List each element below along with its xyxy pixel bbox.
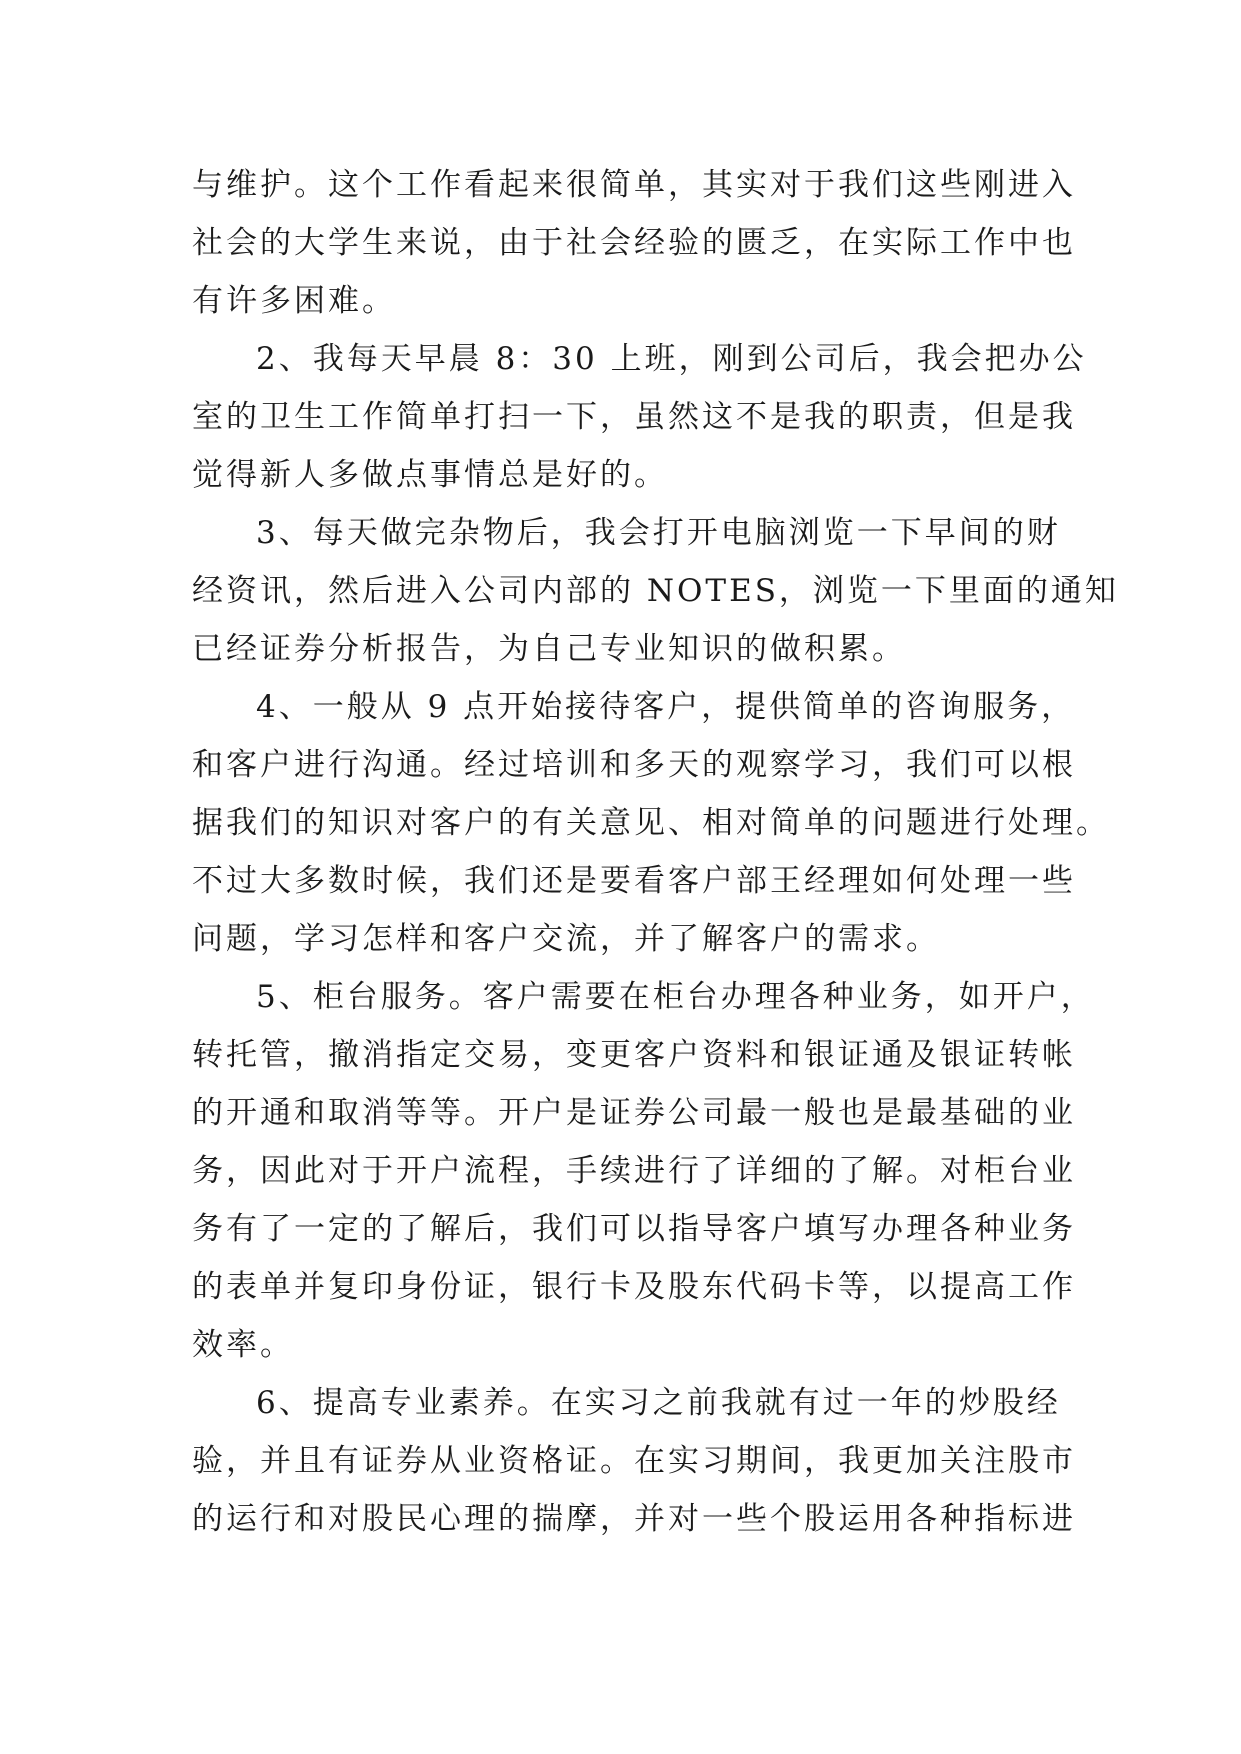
document-body xyxy=(192,156,1119,1548)
text-line: 务有了一定的了解后，我们可以指导客户填写办理各种业务 xyxy=(192,1211,1076,1247)
text-line: 务，因此对于开户流程，手续进行了详细的了解。对柜台业 xyxy=(192,1153,1076,1189)
text-line: 的运行和对股民心理的揣摩，并对一些个股运用各种指标进 xyxy=(192,1501,1076,1537)
paragraph-6-first-line: 6、提高专业素养。在实习之前我就有过一年的炒股经 xyxy=(256,1385,1061,1421)
text-line: 转托管，撤消指定交易，变更客户资料和银证通及银证转帐 xyxy=(192,1037,1076,1073)
text-line: 的开通和取消等等。开户是证券公司最一般也是最基础的业 xyxy=(192,1095,1076,1131)
paragraph-3-first-line: 3、每天做完杂物后，我会打开电脑浏览一下早间的财 xyxy=(256,515,1061,551)
text-line: 据我们的知识对客户的有关意见、相对简单的问题进行处理。 xyxy=(192,805,1110,841)
paragraph-5-first-line: 5、柜台服务。客户需要在柜台办理各种业务，如开户， xyxy=(256,979,1095,1015)
text-line: 经资讯，然后进入公司内部的 NOTES，浏览一下里面的通知 xyxy=(192,573,1119,609)
text-line: 和客户进行沟通。经过培训和多天的观察学习，我们可以根 xyxy=(192,747,1076,783)
text-line: 与维护。这个工作看起来很简单，其实对于我们这些刚进入 xyxy=(192,167,1076,203)
text-line: 问题，学习怎样和客户交流，并了解客户的需求。 xyxy=(192,921,940,957)
text-line: 社会的大学生来说，由于社会经验的匮乏，在实际工作中也 xyxy=(192,225,1076,261)
text-line: 已经证券分析报告，为自己专业知识的做积累。 xyxy=(192,631,906,667)
text-line: 觉得新人多做点事情总是好的。 xyxy=(192,457,668,493)
text-line: 有许多困难。 xyxy=(192,283,396,319)
text-line: 室的卫生工作简单打扫一下，虽然这不是我的职责，但是我 xyxy=(192,399,1076,435)
text-line: 验，并且有证券从业资格证。在实习期间，我更加关注股市 xyxy=(192,1443,1076,1479)
text-line: 不过大多数时候，我们还是要看客户部王经理如何处理一些 xyxy=(192,863,1076,899)
paragraph-2-first-line: 2、我每天早晨 8：30 上班，刚到公司后，我会把办公 xyxy=(256,341,1087,377)
text-line: 的表单并复印身份证，银行卡及股东代码卡等，以提高工作 xyxy=(192,1269,1076,1305)
paragraph-4-first-line: 4、一般从 9 点开始接待客户，提供简单的咨询服务， xyxy=(256,689,1076,725)
text-line: 效率。 xyxy=(192,1327,294,1363)
